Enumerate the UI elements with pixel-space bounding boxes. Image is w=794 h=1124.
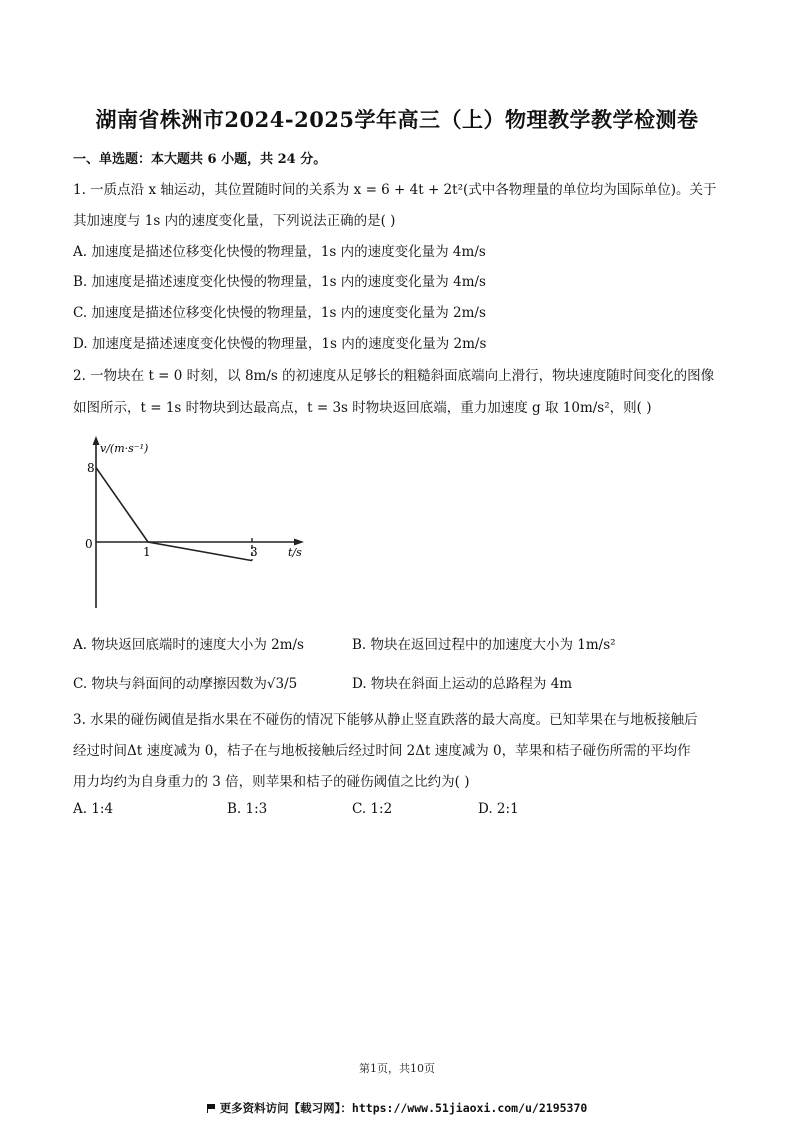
q2-stem-line2: 如图所示，t = 1s 时物块到达最高点，t = 3s 时物块返回底端，重力加速度 g 取 10m/s²，则( )	[73, 400, 652, 416]
page-footer: 第1页，共10页	[359, 1062, 435, 1075]
velocity-time-graph	[82, 432, 312, 612]
tick-label-3: 3	[250, 545, 258, 559]
q3-option-c: C. 1:2	[352, 801, 393, 817]
q1-option-c: C. 加速度是描述位移变化快慢的物理量，1s 内的速度变化量为 2m/s	[73, 305, 486, 321]
q1-option-a: A. 加速度是描述位移变化快慢的物理量，1s 内的速度变化量为 4m/s	[73, 244, 486, 260]
q1-option-d: D. 加速度是描述速度变化快慢的物理量，1s 内的速度变化量为 2m/s	[73, 336, 487, 352]
q2-option-a: A. 物块返回底端时的速度大小为 2m/s	[73, 637, 304, 653]
tick-label-8: 8	[87, 461, 95, 475]
tick-label-1: 1	[143, 545, 151, 559]
velocity-series-line	[96, 468, 252, 561]
q3-stem-line1: 3. 水果的碰伤阈值是指水果在不碰伤的情况下能够从静止竖直跌落的最大高度。已知苹果在与地板接触后	[73, 712, 698, 728]
q2-option-d: D. 物块在斜面上运动的总路程为 4m	[352, 676, 573, 692]
y-axis-label: v/(m·s⁻¹)	[100, 442, 149, 455]
q3-stem-line2: 经过时间Δt 速度减为 0，桔子在与地板接触后经过时间 2Δt 速度减为 0，苹果和桔子碰伤所需的平均作	[73, 743, 691, 759]
q2-option-c: C. 物块与斜面间的动摩擦因数为√3/5	[73, 676, 298, 692]
q1-stem-line2: 其加速度与 1s 内的速度变化量，下列说法正确的是( )	[73, 213, 396, 229]
promo-link[interactable]	[0, 1100, 794, 1116]
q1-option-b: B. 加速度是描述速度变化快慢的物理量，1s 内的速度变化量为 4m/s	[73, 274, 486, 290]
section-heading: 一、单选题：本大题共 6 小题，共 24 分。	[73, 152, 327, 167]
promo-text[interactable]: 更多资料访问【载习网】：https://www.51jiaoxi.com/u/2195370	[219, 1101, 588, 1115]
y-axis-arrow	[93, 436, 100, 445]
q3-option-b: B. 1:3	[227, 801, 268, 817]
flag-icon	[207, 1104, 216, 1113]
q2-option-b: B. 物块在返回过程中的加速度大小为 1m/s²	[352, 637, 616, 653]
tick-label-0: 0	[85, 537, 93, 551]
q3-option-a: A. 1:4	[73, 801, 114, 817]
page-title: 湖南省株洲市2024-2025学年高三（上）物理教学教学检测卷	[95, 107, 699, 132]
x-axis-label: t/s	[288, 546, 302, 559]
q3-option-d: D. 2:1	[478, 801, 519, 817]
q1-stem-line1: 1. 一质点沿 x 轴运动，其位置随时间的关系为 x = 6 + 4t + 2t²(式中各物理量的单位均为国际单位)。关于	[73, 182, 717, 198]
q2-stem-line1: 2. 一物块在 t = 0 时刻，以 8m/s 的初速度从足够长的粗糙斜面底端向上滑行，物块速度随时间变化的图像	[73, 368, 715, 384]
x-axis-arrow	[294, 539, 304, 546]
q3-stem-line3: 用力均约为自身重力的 3 倍，则苹果和桔子的碰伤阈值之比约为( )	[73, 774, 470, 790]
